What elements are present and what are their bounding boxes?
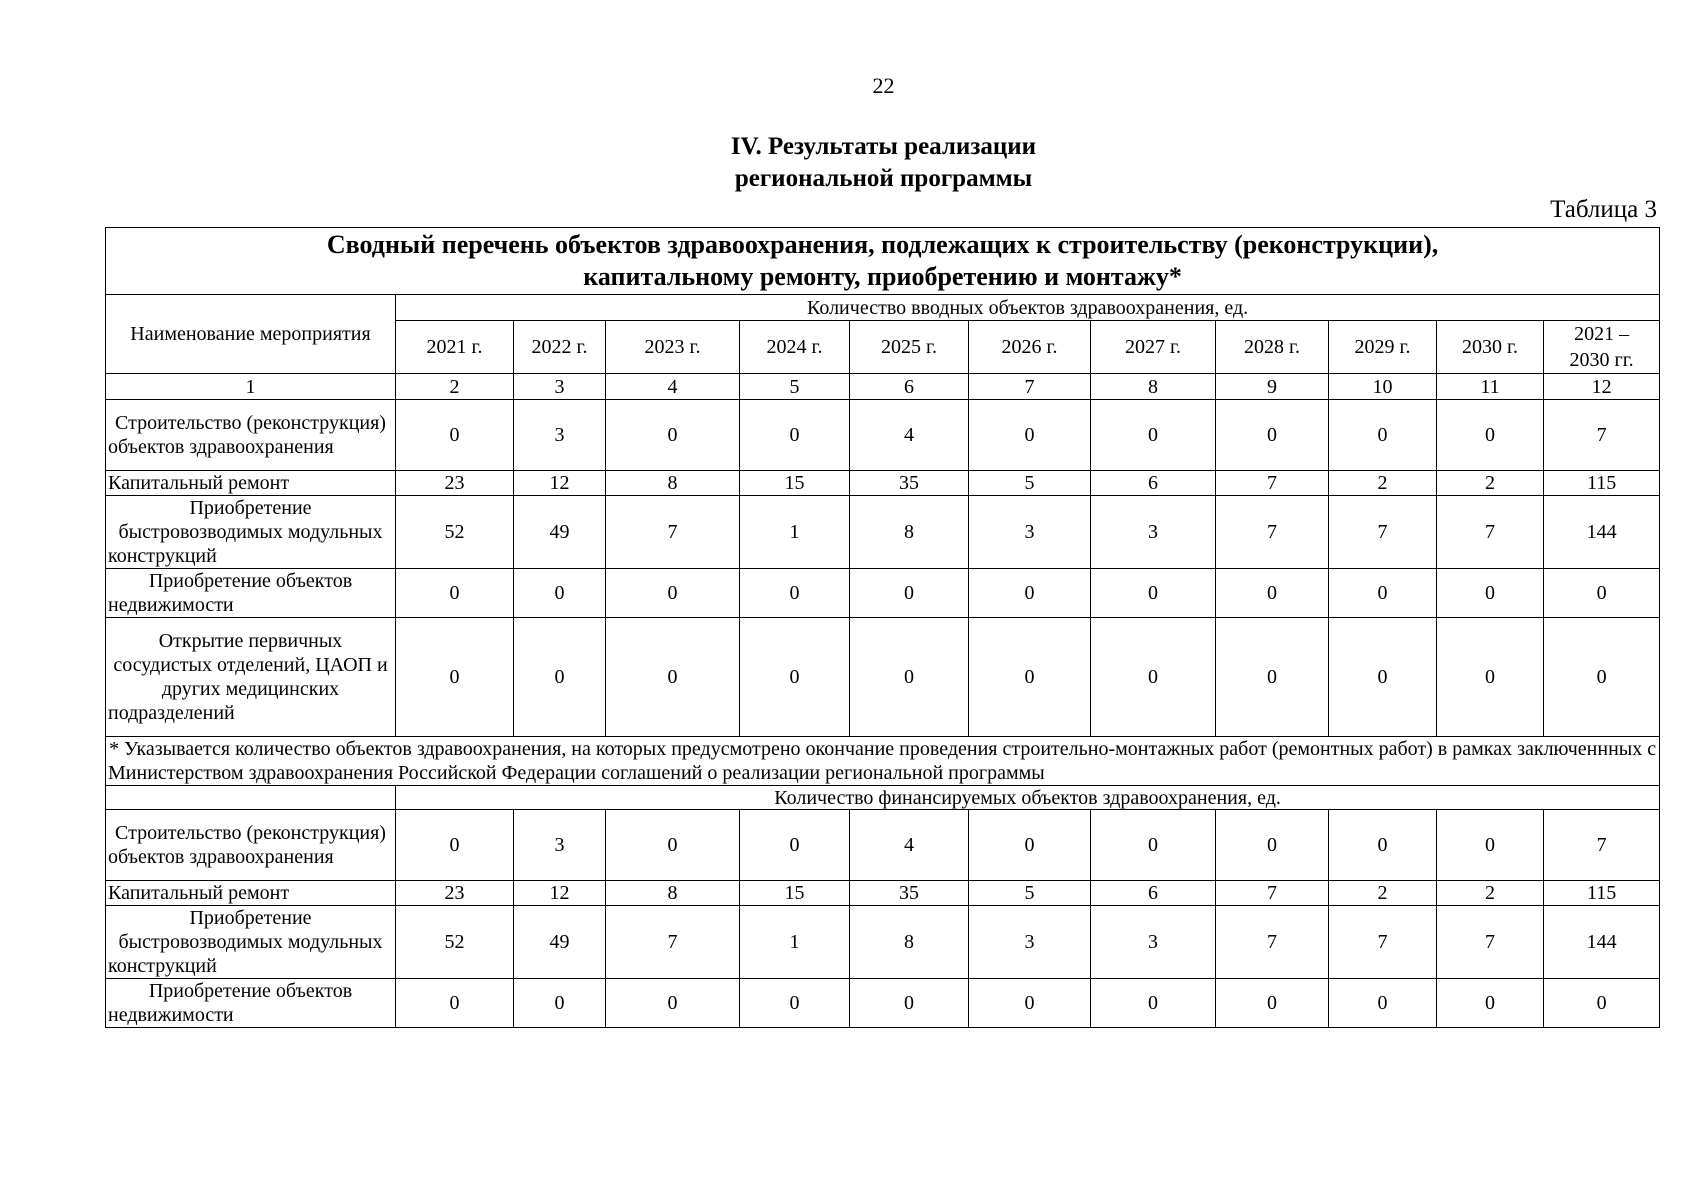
column-number: 4 <box>606 374 740 400</box>
row-value: 8 <box>606 881 740 906</box>
header-year: 2025 г. <box>850 321 969 374</box>
row-value: 0 <box>1329 618 1437 737</box>
row-value: 4 <box>850 400 969 471</box>
row-value: 0 <box>606 979 740 1028</box>
row-value: 0 <box>1437 569 1544 618</box>
header-total-line-1: 2021 – <box>1574 323 1630 345</box>
row-name: Приобретение быстровозводимых модульных конструкций <box>106 906 396 979</box>
table-row <box>106 471 1660 496</box>
column-number: 2 <box>396 374 514 400</box>
row-name: Строительство (реконструкция) объектов здравоохранения <box>106 400 396 471</box>
row-value: 0 <box>969 400 1091 471</box>
row-value: 0 <box>740 810 850 881</box>
table-row <box>106 979 1660 1028</box>
row-value: 7 <box>606 496 740 569</box>
row-value: 7 <box>1544 810 1660 881</box>
table-caption-line-2: капитальному ремонту, приобретению и монтажу* <box>583 262 1182 291</box>
row-value: 0 <box>606 618 740 737</box>
row-value: 49 <box>514 906 606 979</box>
row-value: 7 <box>1216 906 1329 979</box>
row-value: 7 <box>1216 881 1329 906</box>
section-title-line-2: региональной программы <box>734 165 1033 192</box>
row-name: Строительство (реконструкция) объектов здравоохранения <box>106 810 396 881</box>
row-value: 0 <box>740 400 850 471</box>
row-value: 35 <box>850 881 969 906</box>
row-name: Капитальный ремонт <box>106 881 396 906</box>
row-value: 3 <box>1091 906 1216 979</box>
column-number: 6 <box>850 374 969 400</box>
row-value: 0 <box>1437 979 1544 1028</box>
row-value: 0 <box>396 618 514 737</box>
table-row <box>106 496 1660 569</box>
row-value: 7 <box>1216 496 1329 569</box>
row-value: 5 <box>969 471 1091 496</box>
table-row <box>106 881 1660 906</box>
row-value: 8 <box>850 496 969 569</box>
column-number: 9 <box>1216 374 1329 400</box>
row-value: 0 <box>606 810 740 881</box>
row-value: 115 <box>1544 881 1660 906</box>
row-value: 0 <box>1437 810 1544 881</box>
row-value: 3 <box>1091 496 1216 569</box>
row-value: 1 <box>740 906 850 979</box>
row-value: 0 <box>1437 618 1544 737</box>
row-value: 0 <box>1544 569 1660 618</box>
row-value: 7 <box>1544 400 1660 471</box>
column-number: 3 <box>514 374 606 400</box>
row-value: 3 <box>514 810 606 881</box>
row-value: 7 <box>1329 906 1437 979</box>
row-value: 5 <box>969 881 1091 906</box>
row-value: 144 <box>1544 906 1660 979</box>
row-value: 0 <box>1091 400 1216 471</box>
row-value: 2 <box>1329 881 1437 906</box>
row-value: 0 <box>514 618 606 737</box>
table-label: Таблица 3 <box>1550 196 1657 223</box>
row-value: 0 <box>969 979 1091 1028</box>
row-value: 0 <box>1437 400 1544 471</box>
section-title <box>0 131 1697 195</box>
page-number: 22 <box>872 73 895 98</box>
header-group-commissioned: Количество вводных объектов здравоохранения, ед. <box>396 295 1660 321</box>
row-value: 2 <box>1329 471 1437 496</box>
row-value: 0 <box>1216 400 1329 471</box>
column-number: 5 <box>740 374 850 400</box>
row-value: 23 <box>396 471 514 496</box>
header-group-financed-spacer <box>106 786 396 810</box>
column-number: 10 <box>1329 374 1437 400</box>
row-value: 6 <box>1091 881 1216 906</box>
row-value: 0 <box>969 618 1091 737</box>
summary-table <box>105 227 1660 1028</box>
row-value: 7 <box>606 906 740 979</box>
row-value: 7 <box>1329 496 1437 569</box>
row-value: 0 <box>1216 618 1329 737</box>
row-value: 6 <box>1091 471 1216 496</box>
table-row <box>106 569 1660 618</box>
row-value: 0 <box>740 979 850 1028</box>
row-value: 0 <box>1329 810 1437 881</box>
row-value: 0 <box>606 400 740 471</box>
row-value: 1 <box>740 496 850 569</box>
row-value: 0 <box>1329 569 1437 618</box>
row-value: 2 <box>1437 471 1544 496</box>
header-year: 2026 г. <box>969 321 1091 374</box>
row-value: 8 <box>606 471 740 496</box>
row-name: Приобретение объектов недвижимости <box>106 979 396 1028</box>
header-year: 2023 г. <box>606 321 740 374</box>
row-value: 8 <box>850 906 969 979</box>
row-value: 3 <box>969 496 1091 569</box>
column-number: 7 <box>969 374 1091 400</box>
row-value: 7 <box>1437 496 1544 569</box>
row-value: 115 <box>1544 471 1660 496</box>
section-title-line-1: IV. Результаты реализации <box>730 133 1037 160</box>
row-value: 15 <box>740 881 850 906</box>
row-value: 52 <box>396 906 514 979</box>
row-value: 0 <box>850 979 969 1028</box>
row-value: 0 <box>969 810 1091 881</box>
header-group-financed: Количество финансируемых объектов здравоохранения, ед. <box>396 786 1660 810</box>
header-year: 2029 г. <box>1329 321 1437 374</box>
table-row <box>106 618 1660 737</box>
row-name: Капитальный ремонт <box>106 471 396 496</box>
row-value: 0 <box>969 569 1091 618</box>
row-value: 0 <box>514 979 606 1028</box>
table-caption <box>106 228 1660 295</box>
row-value: 0 <box>1329 979 1437 1028</box>
footnote: * Указывается количество объектов здравоохранения, на которых предусмотрено окончание проведения строительно-монтажных работ (ремонтных работ) в рамках заключеннных с Министерством здравоохранения Российской Федерации соглашений о реализации региональной программы <box>106 737 1660 786</box>
row-name: Приобретение объектов недвижимости <box>106 569 396 618</box>
row-value: 4 <box>850 810 969 881</box>
header-year: 2030 г. <box>1437 321 1544 374</box>
table-row <box>106 400 1660 471</box>
table-caption-line-1: Сводный перечень объектов здравоохранения, подлежащих к строительству (реконструкции), <box>326 230 1439 259</box>
row-value: 2 <box>1437 881 1544 906</box>
row-value: 0 <box>396 400 514 471</box>
row-value: 0 <box>850 618 969 737</box>
row-value: 3 <box>969 906 1091 979</box>
row-value: 0 <box>514 569 606 618</box>
header-total <box>1544 321 1660 374</box>
row-value: 0 <box>1091 569 1216 618</box>
table-row <box>106 810 1660 881</box>
row-value: 52 <box>396 496 514 569</box>
column-number: 12 <box>1544 374 1660 400</box>
row-value: 0 <box>1091 979 1216 1028</box>
row-value: 0 <box>1544 979 1660 1028</box>
row-value: 0 <box>1329 400 1437 471</box>
row-name: Открытие первичных сосудистых отделений, ЦАОП и других медицинских подразделений <box>106 618 396 737</box>
row-value: 0 <box>1216 810 1329 881</box>
row-value: 144 <box>1544 496 1660 569</box>
row-value: 0 <box>1544 618 1660 737</box>
header-year: 2022 г. <box>514 321 606 374</box>
row-value: 0 <box>396 979 514 1028</box>
header-year: 2027 г. <box>1091 321 1216 374</box>
row-value: 3 <box>514 400 606 471</box>
column-number: 11 <box>1437 374 1544 400</box>
row-value: 15 <box>740 471 850 496</box>
row-value: 12 <box>514 471 606 496</box>
row-value: 0 <box>1216 569 1329 618</box>
row-name: Приобретение быстровозводимых модульных конструкций <box>106 496 396 569</box>
row-value: 49 <box>514 496 606 569</box>
row-value: 0 <box>396 810 514 881</box>
row-value: 23 <box>396 881 514 906</box>
row-value: 0 <box>1091 618 1216 737</box>
column-number: 1 <box>106 374 396 400</box>
row-value: 0 <box>1091 810 1216 881</box>
table-row <box>106 906 1660 979</box>
row-value: 0 <box>740 569 850 618</box>
row-value: 0 <box>740 618 850 737</box>
header-year: 2028 г. <box>1216 321 1329 374</box>
header-year: 2024 г. <box>740 321 850 374</box>
header-name-column: Наименование мероприятия <box>106 295 396 374</box>
row-value: 0 <box>396 569 514 618</box>
header-year: 2021 г. <box>396 321 514 374</box>
row-value: 12 <box>514 881 606 906</box>
row-value: 0 <box>1216 979 1329 1028</box>
row-value: 0 <box>606 569 740 618</box>
row-value: 7 <box>1216 471 1329 496</box>
column-number: 8 <box>1091 374 1216 400</box>
row-value: 35 <box>850 471 969 496</box>
row-value: 7 <box>1437 906 1544 979</box>
header-total-line-2: 2030 гг. <box>1569 349 1634 371</box>
row-value: 0 <box>850 569 969 618</box>
